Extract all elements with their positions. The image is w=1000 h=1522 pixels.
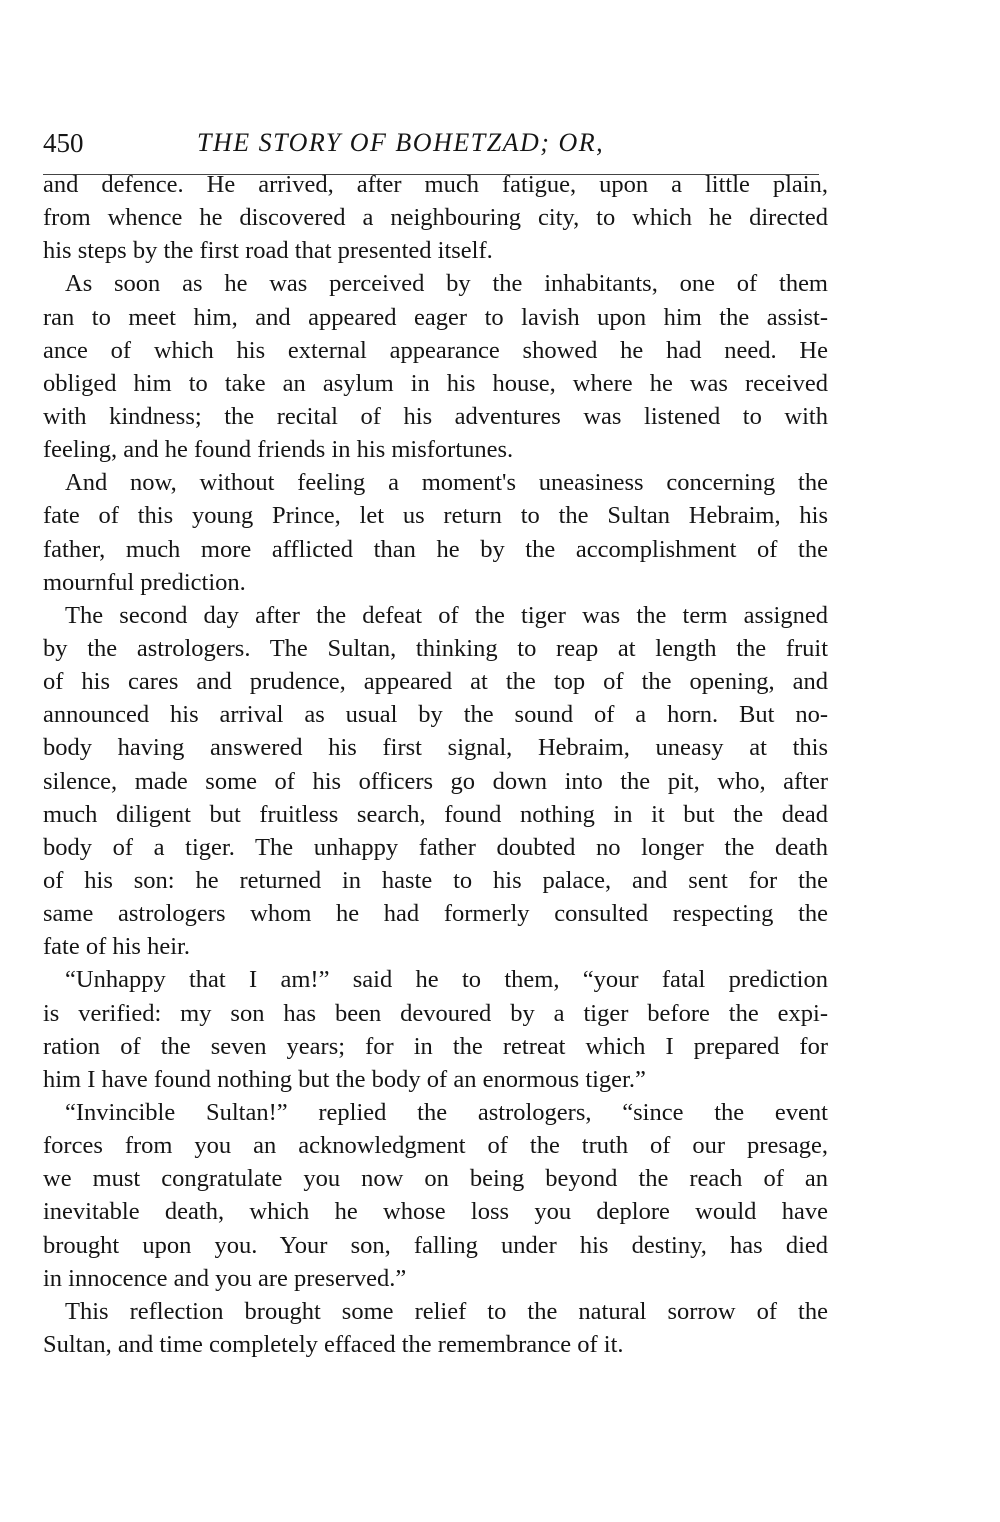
text-line: announced his arrival as usual by the sound of a horn. But no- bbox=[43, 701, 828, 729]
text-line: from whence he discovered a neighbouring city, to which he directed bbox=[43, 204, 828, 232]
text-line: feeling, and he found friends in his misfortunes. bbox=[43, 436, 514, 464]
text-line: “Unhappy that I am!” said he to them, “your fatal prediction bbox=[65, 966, 828, 994]
running-title: THE STORY OF BOHETZAD; OR, bbox=[197, 128, 605, 157]
text-line: The second day after the defeat of the tiger was the term assigned bbox=[65, 601, 828, 629]
text-line: fate of his heir. bbox=[43, 933, 190, 961]
text-line: and defence. He arrived, after much fatigue, upon a little plain, bbox=[43, 171, 828, 198]
text-line: body of a tiger. The unhappy father doubted no longer the death bbox=[43, 833, 828, 861]
text-line: by the astrologers. The Sultan, thinking to reap at length the fruit bbox=[43, 634, 828, 662]
text-line: of his cares and prudence, appeared at the top of the opening, and bbox=[43, 668, 828, 696]
text-line: him I have found nothing but the body of an enormous tiger.” bbox=[43, 1065, 646, 1093]
text-line: ration of the seven years; for in the retreat which I prepared for bbox=[43, 1032, 828, 1060]
text-line: Sultan, and time completely effaced the remembrance of it. bbox=[43, 1330, 624, 1358]
text-line: same astrologers whom he had formerly consulted respecting the bbox=[43, 900, 828, 928]
text-line: his steps by the first road that presented itself. bbox=[43, 237, 493, 265]
text-line: with kindness; the recital of his adventures was listened to with bbox=[43, 402, 828, 430]
text-line: is verified: my son has been devoured by a tiger before the expi- bbox=[43, 999, 828, 1027]
text-line: As soon as he was perceived by the inhabitants, one of them bbox=[65, 270, 828, 298]
text-line: This reflection brought some relief to the natural sorrow of the bbox=[65, 1297, 828, 1325]
page-header bbox=[43, 128, 828, 168]
text-line: forces from you an acknowledgment of the truth of our presage, bbox=[43, 1132, 828, 1160]
text-line: fate of this young Prince, let us return to the Sultan Hebraim, his bbox=[43, 502, 828, 530]
text-line: in innocence and you are preserved.” bbox=[43, 1264, 407, 1292]
text-line: “Invincible Sultan!” replied the astrologers, “since the event bbox=[65, 1098, 828, 1126]
text-line: inevitable death, which he whose loss you deplore would have bbox=[43, 1198, 828, 1226]
text-line: we must congratulate you now on being beyond the reach of an bbox=[43, 1165, 828, 1193]
page-number: 450 bbox=[43, 128, 84, 158]
text-line: ance of which his external appearance showed he had need. He bbox=[43, 336, 828, 364]
text-line: much diligent but fruitless search, found nothing in it but the dead bbox=[43, 800, 828, 828]
text-line: silence, made some of his officers go down into the pit, who, after bbox=[43, 767, 828, 795]
text-line: body having answered his first signal, Hebraim, uneasy at this bbox=[43, 734, 828, 762]
page-body-text bbox=[43, 168, 828, 1361]
text-line: obliged him to take an asylum in his house, where he was received bbox=[43, 369, 828, 397]
text-line: ran to meet him, and appeared eager to lavish upon him the assist- bbox=[43, 303, 828, 331]
text-line: of his son: he returned in haste to his palace, and sent for the bbox=[43, 866, 828, 894]
text-line: brought upon you. Your son, falling under his destiny, has died bbox=[43, 1231, 828, 1259]
text-line: mournful prediction. bbox=[43, 568, 246, 596]
text-line: And now, without feeling a moment's uneasiness concerning the bbox=[65, 469, 828, 497]
text-line: father, much more afflicted than he by the accomplishment of the bbox=[43, 535, 828, 563]
